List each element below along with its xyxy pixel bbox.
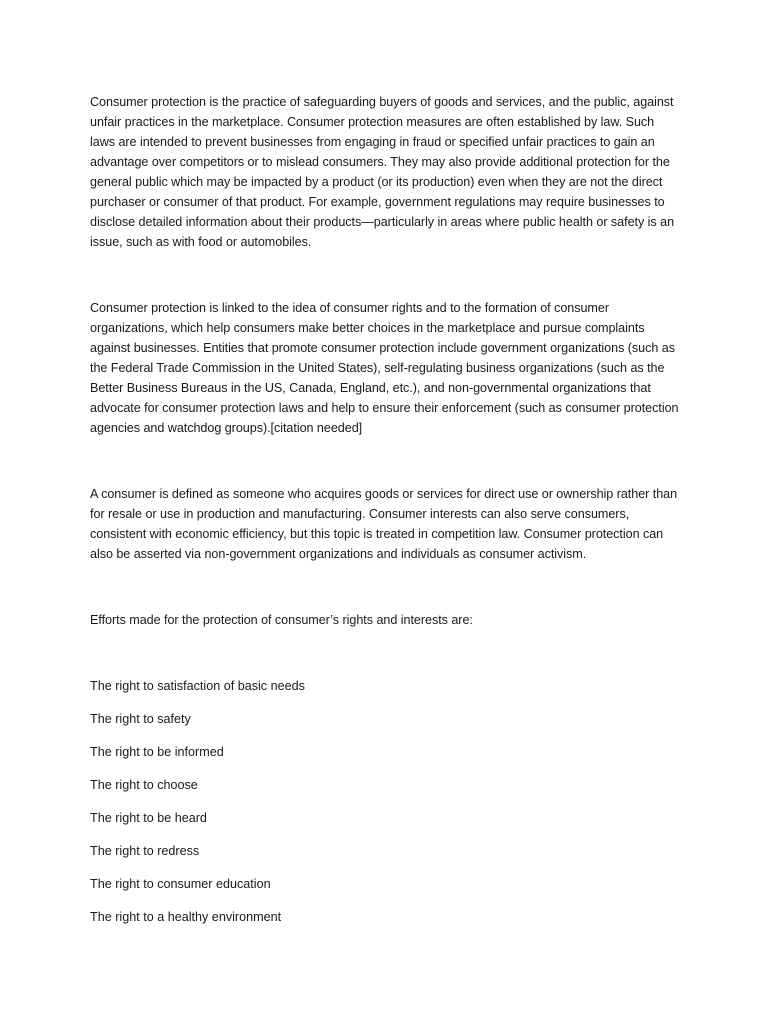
- paragraph-consumer-defined: A consumer is defined as someone who acquires goods or services for direct use or ownership rather than for resale or use in production and manufacturing. Consumer interests can also serve consumers, consistent with economic efficiency, but this topic is treated in competition law. Consumer protection can also be asserted via non-government organizations and individuals as consumer activism.: [90, 487, 678, 561]
- paragraph-spacer: [90, 252, 682, 298]
- rights-list-item: The right to be informed: [90, 745, 224, 759]
- paragraph-consumer-rights: Consumer protection is linked to the idea of consumer rights and to the formation of consumer organizations, which help consumers make better choices in the marketplace and pursue complaints against businesses. Entities that promote consumer protection include government organizations (such as the Federal Trade Commission in the United States), self-regulating business organizations (such as the Better Business Bureaus in the US, Canada, England, etc.), and non-governmental organizations that advocate for consumer protection laws and help to ensure their enforcement (such as consumer protection agencies and watchdog groups).[citation needed]: [90, 301, 679, 435]
- paragraph-spacer: [90, 564, 682, 610]
- rights-list-item: The right to safety: [90, 712, 191, 726]
- rights-list-item: The right to consumer education: [90, 877, 271, 891]
- rights-list-item: The right to redress: [90, 844, 200, 858]
- rights-list-item: The right to a healthy environment: [90, 910, 282, 924]
- paragraph-efforts-intro: Efforts made for the protection of consumer’s rights and interests are:: [90, 613, 473, 627]
- paragraph-spacer: [90, 438, 682, 484]
- document-body: [90, 92, 682, 940]
- rights-list-item: The right to choose: [90, 778, 198, 792]
- rights-list-item: The right to be heard: [90, 811, 207, 825]
- paragraph-definition: Consumer protection is the practice of safeguarding buyers of goods and services, and the public, against unfair practices in the marketplace. Consumer protection measures are often established by law. Such laws are intended to prevent businesses from engaging in fraud or specified unfair practices to gain an advantage over competitors or to mislead consumers. They may also provide additional protection for the general public which may be impacted by a product (or its production) even when they are not the direct purchaser or consumer of that product. For example, government regulations may require businesses to disclose detailed information about their products—particularly in areas where public health or safety is an issue, such as with food or automobiles.: [90, 95, 675, 249]
- rights-list-item: The right to satisfaction of basic needs: [90, 679, 305, 693]
- paragraph-spacer: [90, 630, 682, 676]
- rights-list: [90, 676, 682, 927]
